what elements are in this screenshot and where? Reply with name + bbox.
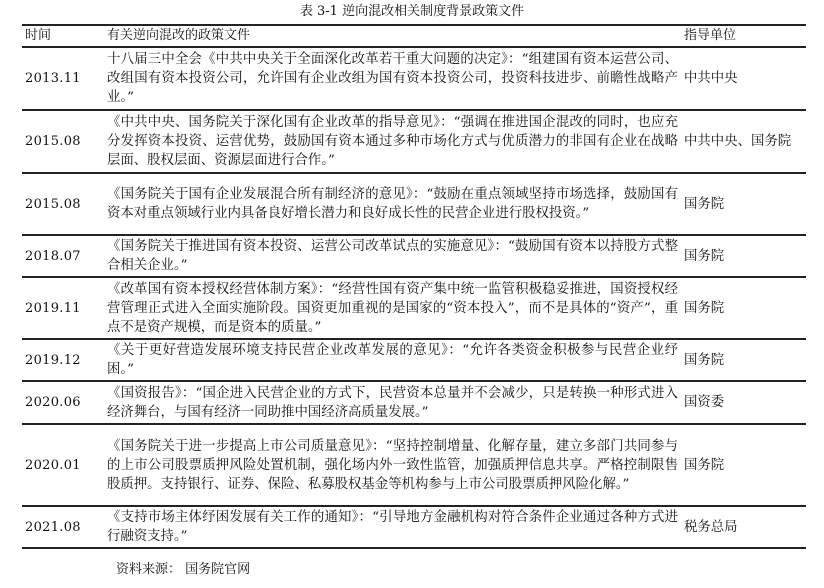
row-unit: 国务院 [681, 277, 806, 339]
header-unit: 指导单位 [681, 25, 806, 47]
row-date: 2015.08 [22, 173, 104, 235]
table-row [22, 506, 806, 548]
row-date: 2018.07 [22, 235, 104, 277]
row-policy: 《支持市场主体纾困发展有关工作的通知》：“引导地方金融机构对符合条件企业通过各种方式进行融资支持。” [104, 506, 681, 548]
row-date: 2021.08 [22, 506, 104, 548]
row-date: 2020.06 [22, 381, 104, 424]
source-note: 资料来源： 国务院官网 [116, 562, 251, 577]
table-header-row [22, 25, 806, 47]
policy-table [22, 24, 806, 549]
table-row [22, 235, 806, 277]
row-policy: 《关于更好营造发展环境支持民营企业改革发展的意见》：“允许各类资金积极参与民营企业纾困。” [104, 339, 681, 381]
table-row [22, 339, 806, 381]
row-date: 2020.01 [22, 424, 104, 506]
table-row [22, 277, 806, 339]
table-row [22, 173, 806, 235]
row-unit: 国务院 [681, 173, 806, 235]
table-caption: 表 3-1 逆向混改相关制度背景政策文件 [299, 4, 525, 19]
row-date: 2019.11 [22, 277, 104, 339]
table-row [22, 47, 806, 110]
row-unit: 税务总局 [681, 506, 806, 548]
row-policy: 十八届三中全会《中共中央关于全面深化改革若干重大问题的决定》：“组建国有资本运营公司、改组国有资本投资公司，允许国有企业改组为国有资本投资公司，投资科技进步、前瞻性战略产业。” [104, 47, 681, 110]
table-row [22, 424, 806, 506]
row-policy: 《国务院关于国有企业发展混合所有制经济的意见》：“鼓励在重点领域坚持市场选择，鼓励国有资本对重点领域行业内具备良好增长潜力和良好成长性的民营企业进行股权投资。” [104, 173, 681, 235]
row-unit: 国务院 [681, 235, 806, 277]
row-date: 2019.12 [22, 339, 104, 381]
table-row [22, 110, 806, 173]
row-unit: 中共中央、国务院 [681, 110, 806, 173]
row-policy: 《国务院关于推进国有资本投资、运营公司改革试点的实施意见》：“鼓励国有资本以持股方式整合相关企业。” [104, 235, 681, 277]
table-row [22, 381, 806, 424]
header-date: 时间 [22, 25, 104, 47]
row-unit: 中共中央 [681, 47, 806, 110]
row-policy: 《国资报告》：“国企进入民营企业的方式下，民营资本总量并不会减少，只是转换一种形式进入经济舞台，与国有经济一同助推中国经济高质量发展。” [104, 381, 681, 424]
row-date: 2013.11 [22, 47, 104, 110]
row-policy: 《国务院关于进一步提高上市公司质量意见》：“坚持控制增量、化解存量，建立多部门共同参与的上市公司股票质押风险处置机制，强化场内外一致性监管，加强质押信息共享。严格控制限售股质押。支持银行、证券、保险、私募股权基金等机构参与上市公司股票质押风险化解。” [104, 424, 681, 506]
header-policy: 有关逆向混改的政策文件 [104, 25, 681, 47]
row-unit: 国资委 [681, 381, 806, 424]
row-policy: 《改革国有资本授权经营体制方案》：“经营性国有资产集中统一监管积极稳妥推进，国资授权经营管理正式进入全面实施阶段。国资更加重视的是国家的“资本投入”，而不是具体的“资产”，重点不是资产规模，而是资本的质量。” [104, 277, 681, 339]
row-policy: 《中共中央、国务院关于深化国有企业改革的指导意见》：“强调在推进国企混改的同时，也应充分发挥资本投资、运营优势，鼓励国有资本通过多种市场化方式与优质潜力的非国有企业在战略层面、股权层面、资源层面进行合作。” [104, 110, 681, 173]
row-unit: 国务院 [681, 339, 806, 381]
row-date: 2015.08 [22, 110, 104, 173]
row-unit: 国务院 [681, 424, 806, 506]
